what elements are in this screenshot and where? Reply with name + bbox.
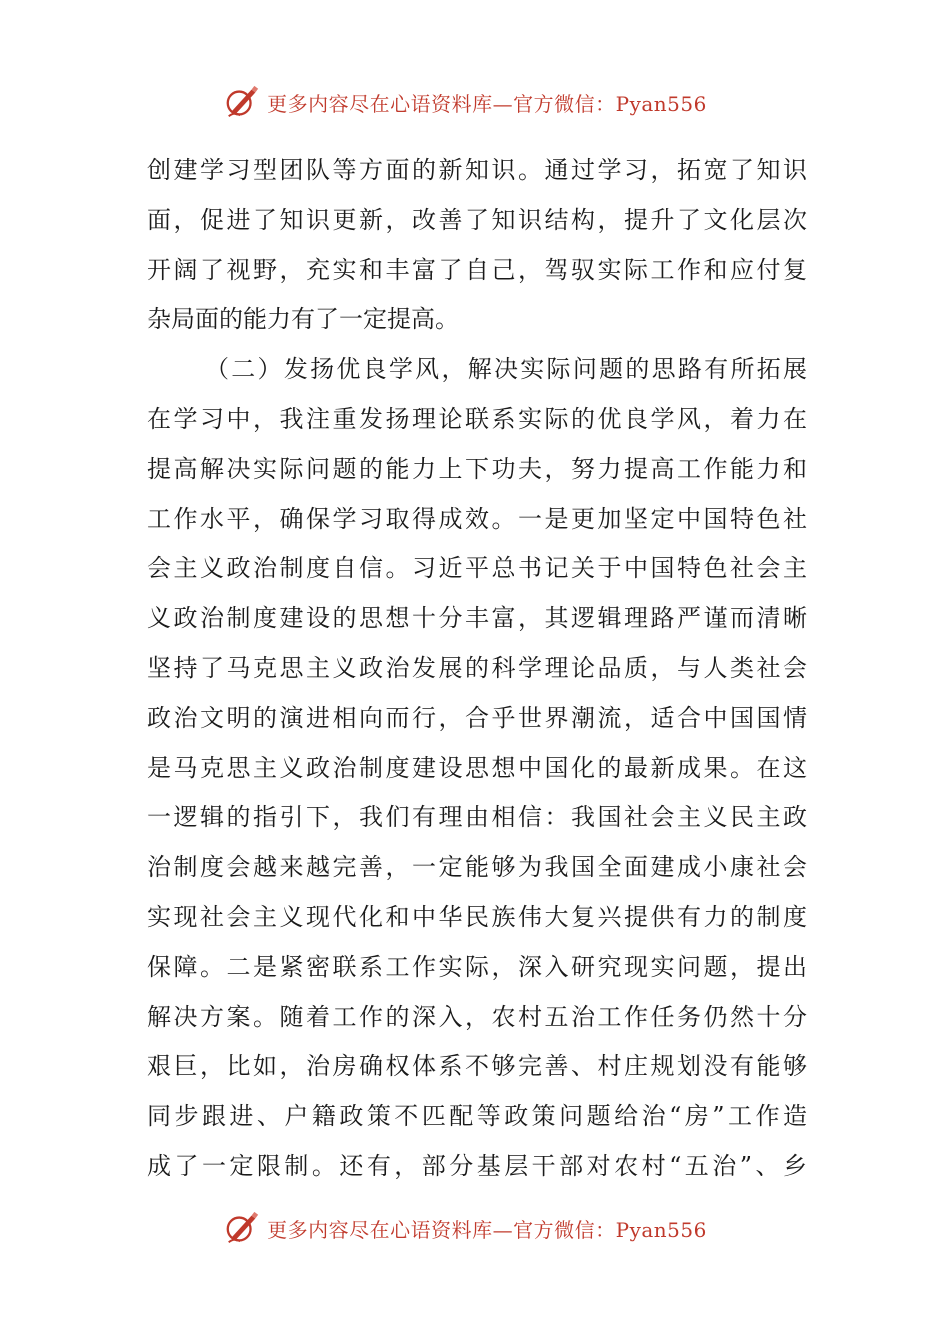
text-line-17: 保障。二是紧密联系工作实际，深入研究现实问题，提出 [147, 952, 807, 981]
text-line-18: 解决方案。随着工作的深入，农村五治工作任务仍然十分 [147, 1002, 807, 1031]
footer-banner [0, 1208, 950, 1248]
text-line-21: 成了一定限制。还有，部分基层干部对农村“五治”、乡 [147, 1151, 807, 1180]
header-banner [0, 82, 950, 122]
section-heading: （二）发扬优良学风，解决实际问题的思路有所拓展 [205, 355, 807, 384]
text-line-15: 治制度会越来越完善，一定能够为我国全面建成小康社会 [147, 853, 807, 882]
pen-circle-logo-icon [223, 83, 261, 121]
text-line-13: 是马克思主义政治制度建设思想中国化的最新成果。在这 [147, 753, 807, 782]
text-line-6: 在学习中，我注重发扬理论联系实际的优良学风，着力在 [147, 404, 807, 433]
text-line-4: 杂局面的能力有了一定提高。 [147, 305, 459, 334]
text-line-11: 坚持了马克思主义政治发展的科学理论品质，与人类社会 [147, 653, 807, 682]
text-line-2: 面，促进了知识更新，改善了知识结构，提升了文化层次 [147, 205, 807, 234]
text-line-12: 政治文明的演进相向而行，合乎世界潮流，适合中国国情 [147, 703, 807, 732]
text-line-3: 开阔了视野，充实和丰富了自己，驾驭实际工作和应付复 [147, 255, 807, 284]
footer-banner-text: 更多内容尽在心语资料库—官方微信：Pyan556 [267, 1217, 707, 1242]
text-line-19: 艰巨，比如，治房确权体系不够完善、村庄规划没有能够 [147, 1052, 807, 1081]
text-line-8: 工作水平，确保学习取得成效。一是更加坚定中国特色社 [147, 504, 807, 533]
text-line-1: 创建学习型团队等方面的新知识。通过学习，拓宽了知识 [147, 156, 807, 184]
text-line-20: 同步跟进、户籍政策不匹配等政策问题给治“房”工作造 [147, 1102, 807, 1131]
pen-circle-logo-icon [223, 1209, 261, 1247]
header-banner-text: 更多内容尽在心语资料库—官方微信：Pyan556 [267, 91, 707, 116]
text-line-7: 提高解决实际问题的能力上下功夫，努力提高工作能力和 [147, 454, 807, 483]
document-body [147, 146, 807, 1192]
text-line-14: 一逻辑的指引下，我们有理由相信：我国社会主义民主政 [147, 803, 807, 832]
text-line-10: 义政治制度建设的思想十分丰富，其逻辑理路严谨而清晰 [147, 604, 807, 633]
text-line-16: 实现社会主义现代化和中华民族伟大复兴提供有力的制度 [147, 902, 807, 931]
text-line-9: 会主义政治制度自信。习近平总书记关于中国特色社会主 [147, 554, 807, 583]
